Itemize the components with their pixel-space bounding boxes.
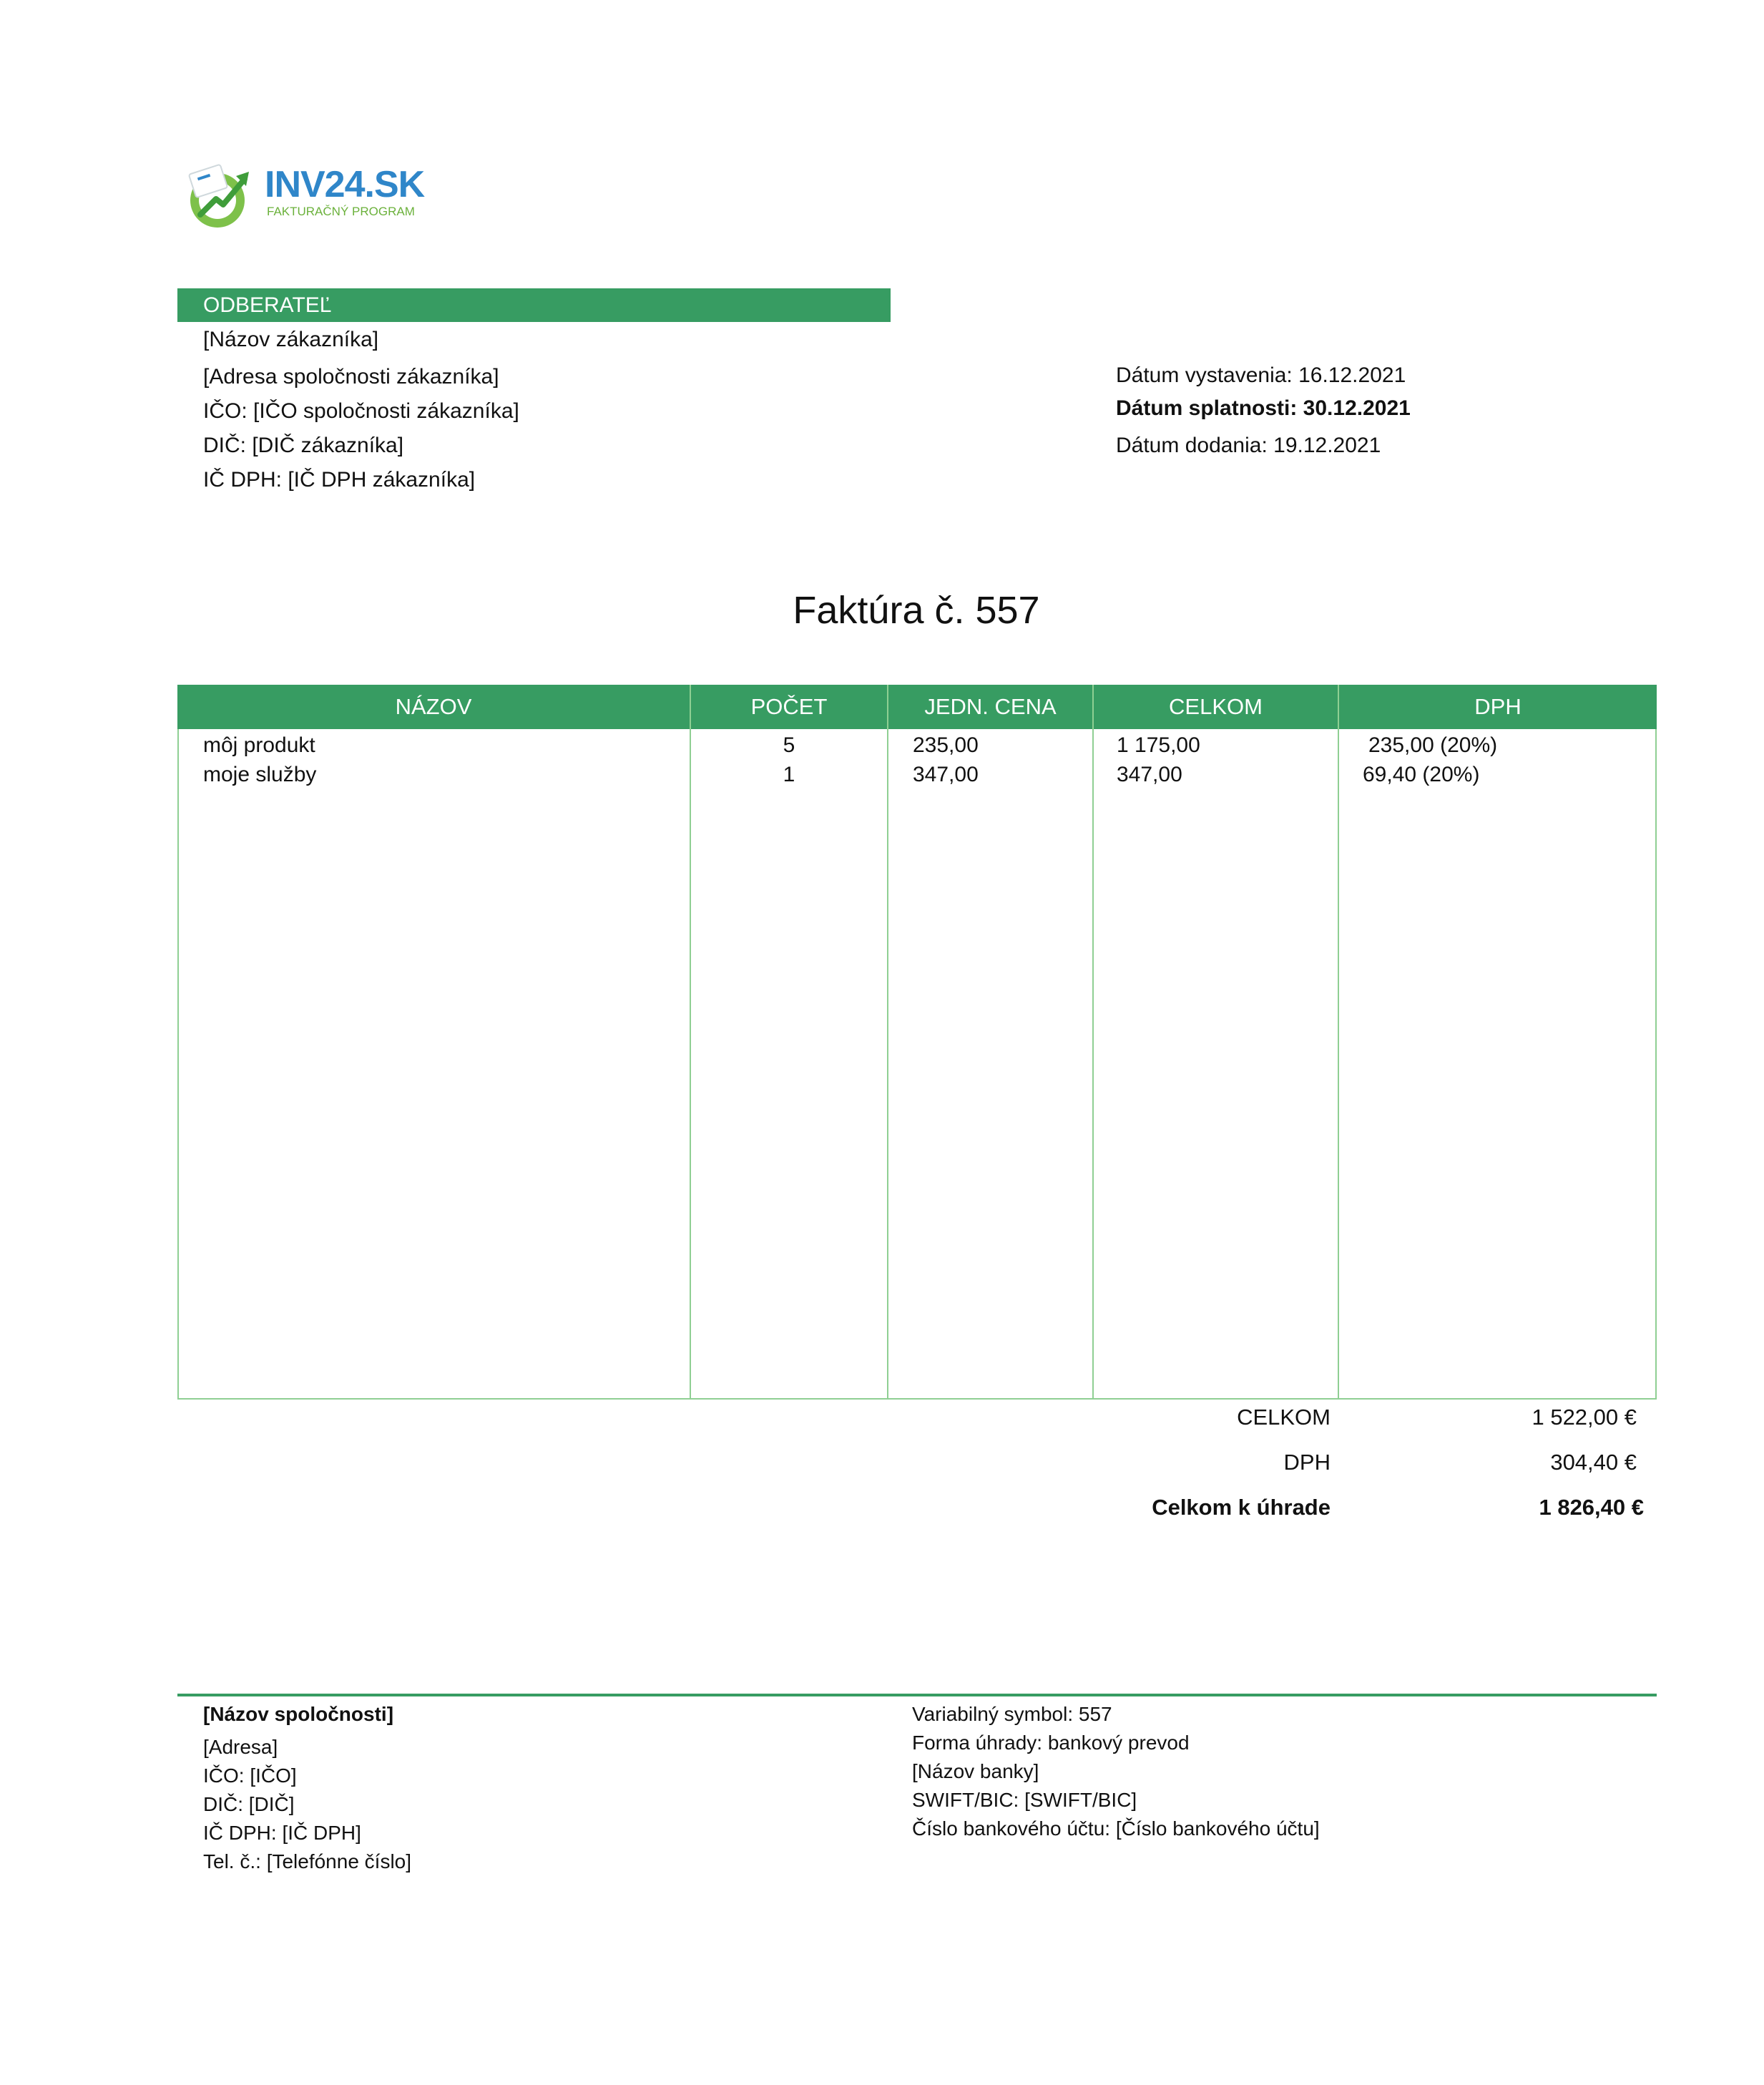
table-row-name: môj produkt	[203, 733, 315, 757]
table-row-vat: 235,00 (20%)	[1368, 733, 1498, 757]
supplier-name: [Názov spoločnosti]	[203, 1703, 394, 1725]
customer-ico: IČO: [IČO spoločnosti zákazníka]	[203, 399, 519, 423]
brand-tagline: FAKTURAČNÝ PROGRAM	[267, 205, 415, 218]
column-header-name: NÁZOV	[395, 694, 472, 719]
customer-name: [Názov zákazníka]	[203, 328, 379, 351]
brand-name: INV24.SK	[265, 164, 425, 205]
subtotal-value: 1 522,00 €	[1532, 1405, 1637, 1430]
footer-divider	[177, 1694, 1657, 1696]
payment-account: Číslo bankového účtu: [Číslo bankového účtu]	[912, 1817, 1320, 1840]
total-due-value: 1 826,40 €	[1539, 1495, 1644, 1520]
customer-icdph: IČ DPH: [IČ DPH zákazníka]	[203, 468, 476, 492]
table-row-vat: 69,40 (20%)	[1363, 763, 1480, 786]
payment-method: Forma úhrady: bankový prevod	[912, 1732, 1190, 1754]
table-row-quantity: 1	[783, 763, 795, 786]
supplier-phone: Tel. č.: [Telefónne číslo]	[203, 1850, 412, 1872]
supplier-address: [Adresa]	[203, 1736, 278, 1758]
payment-bank: [Názov banky]	[912, 1760, 1039, 1782]
supplier-icdph: IČ DPH: [IČ DPH]	[203, 1822, 361, 1844]
customer-address: [Adresa spoločnosti zákazníka]	[203, 365, 499, 389]
column-divider	[887, 685, 888, 1400]
table-row-total: 347,00	[1117, 763, 1182, 786]
vat-value: 304,40 €	[1550, 1450, 1637, 1475]
supplier-dic: DIČ: [DIČ]	[203, 1793, 295, 1815]
total-due-label: Celkom k úhrade	[1152, 1495, 1331, 1520]
items-table	[177, 685, 1657, 1400]
table-row-unit-price: 347,00	[913, 763, 979, 786]
column-header-total: CELKOM	[1169, 694, 1263, 719]
invoice-title: Faktúra č. 557	[793, 589, 1040, 632]
logo-emblem-icon	[179, 159, 259, 230]
column-divider	[1338, 685, 1339, 1400]
date-due: Dátum splatnosti: 30.12.2021	[1116, 396, 1411, 420]
payment-swift: SWIFT/BIC: [SWIFT/BIC]	[912, 1789, 1137, 1811]
table-row-unit-price: 235,00	[913, 733, 979, 757]
column-header-unit-price: JEDN. CENA	[924, 694, 1057, 719]
supplier-ico: IČO: [IČO]	[203, 1764, 297, 1787]
column-divider	[690, 685, 691, 1400]
column-divider	[1092, 685, 1094, 1400]
payment-variable-symbol: Variabilný symbol: 557	[912, 1703, 1112, 1725]
customer-heading: ODBERATEĽ	[203, 293, 332, 317]
date-issued: Dátum vystavenia: 16.12.2021	[1116, 363, 1406, 387]
column-header-vat: DPH	[1474, 694, 1522, 719]
column-header-quantity: POČET	[750, 694, 828, 719]
table-row-total: 1 175,00	[1117, 733, 1200, 757]
customer-dic: DIČ: [DIČ zákazníka]	[203, 434, 404, 457]
table-row-name: moje služby	[203, 763, 317, 786]
subtotal-label: CELKOM	[1237, 1405, 1331, 1430]
date-delivery: Dátum dodania: 19.12.2021	[1116, 434, 1381, 457]
vat-label: DPH	[1283, 1450, 1331, 1475]
table-row-quantity: 5	[783, 733, 795, 757]
